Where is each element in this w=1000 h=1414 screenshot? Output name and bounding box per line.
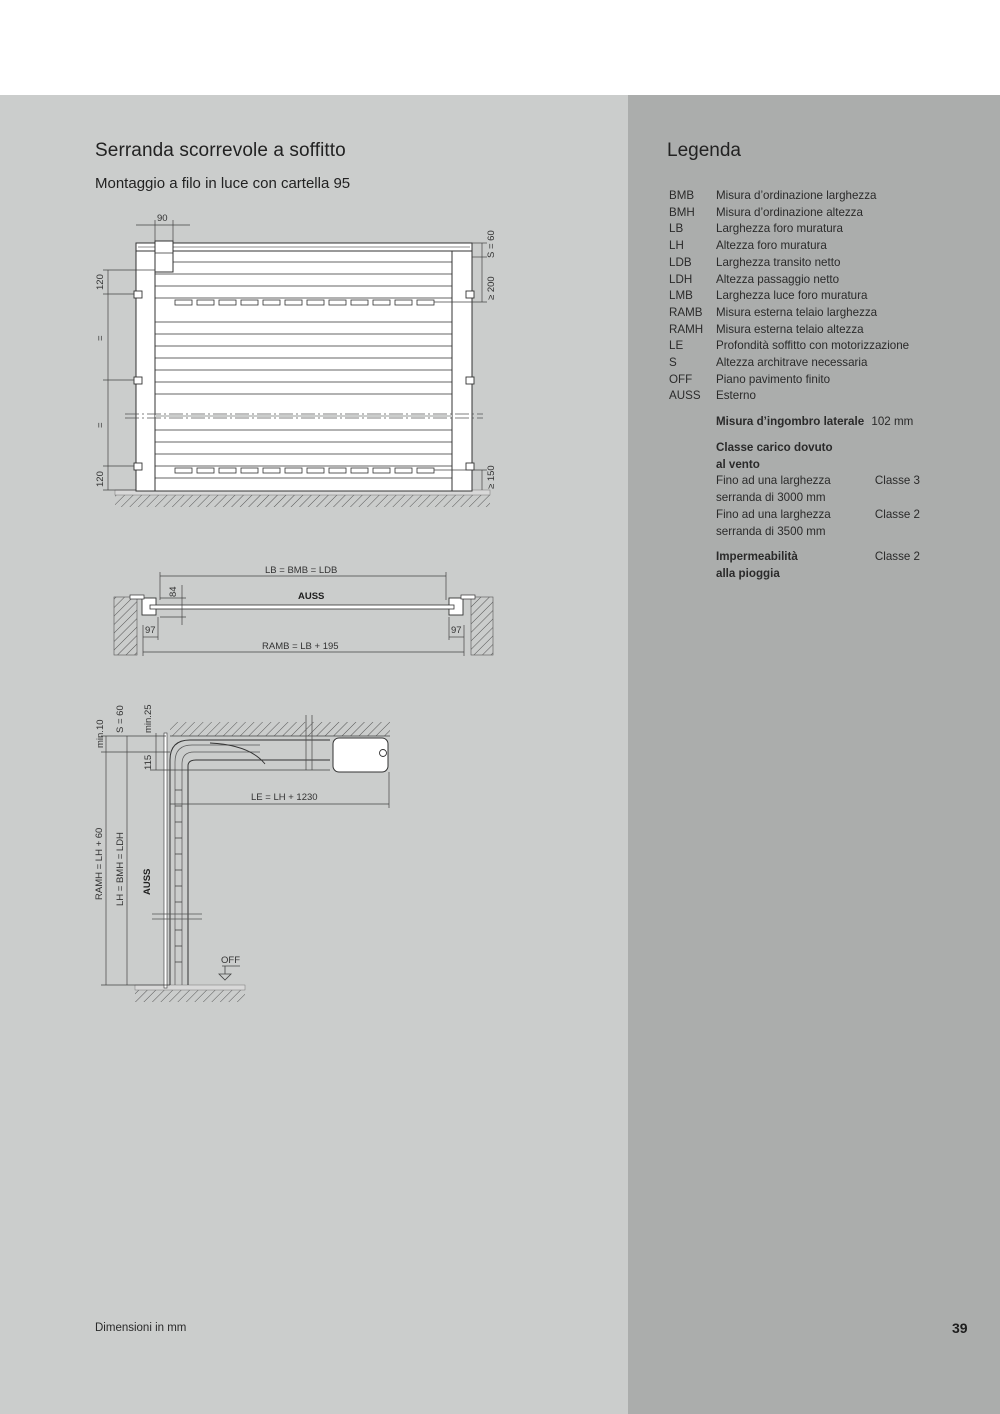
legend-abbr: LDH [669, 272, 693, 286]
legend-abbr: LDB [669, 255, 692, 269]
front-elevation-drawing [85, 205, 505, 515]
wind-load-title-2: al vento [716, 457, 760, 471]
legend-abbr: LMB [669, 289, 693, 303]
wind-row-value: Classe 3 [874, 474, 920, 488]
legend-abbr: LE [669, 339, 684, 353]
curtain-plan [150, 605, 454, 609]
legend-item [669, 338, 909, 355]
dim-lb-bmb-ldb: LB = BMB = LDB [265, 565, 338, 576]
legend-abbr: S [669, 356, 677, 370]
side-section-drawing [85, 695, 405, 1010]
curtain-links [175, 790, 182, 962]
dim-ramb: RAMB = LB + 195 [262, 641, 339, 652]
legend-text: Esterno [716, 389, 756, 403]
legend-text: Altezza passaggio netto [716, 272, 840, 286]
dim-min10: min.10 [95, 719, 106, 748]
lintel-plate [164, 733, 167, 988]
legend-item [669, 288, 909, 305]
rain-title-1: Impermeabilità [716, 550, 798, 563]
dim-97-left: 97 [145, 625, 156, 636]
dim-s-60: S = 60 [486, 230, 497, 258]
wall-right [471, 597, 493, 655]
dim-s-60: S = 60 [115, 705, 126, 733]
rain-tightness-spec [716, 549, 936, 582]
legend-abbr: RAMH [669, 322, 704, 336]
legend-text: Misura d’ordinazione altezza [716, 205, 863, 219]
wind-row [716, 507, 936, 540]
shutter-curtain [155, 251, 452, 491]
off-symbol [219, 966, 240, 980]
wall-left [114, 597, 137, 655]
plan-view-drawing [105, 555, 500, 665]
legend-text: Piano pavimento finito [716, 372, 831, 386]
wind-row-value: Classe 2 [874, 507, 920, 521]
side-space-spec [716, 414, 936, 431]
legend-abbr: OFF [669, 372, 693, 386]
wind-load-spec [716, 440, 936, 540]
legend-text: Misura d’ordinazione larghezza [716, 189, 877, 202]
legend-text: Larghezza foro muratura [716, 222, 843, 236]
legend-item [669, 255, 909, 272]
legend-abbr: AUSS [669, 389, 701, 403]
legend-text: Altezza architrave necessaria [716, 356, 868, 370]
top-margin [0, 0, 1000, 95]
page-title: Serranda scorrevole a soffitto [95, 140, 346, 161]
footer-note: Dimensioni in mm [95, 1322, 187, 1334]
dim-120-top: 120 [95, 274, 106, 290]
right-frame [452, 243, 472, 491]
legend-abbr: BMB [669, 189, 695, 202]
dim-le: LE = LH + 1230 [251, 792, 318, 803]
rain-title-2: alla pioggia [716, 566, 780, 580]
rain-value: Classe 2 [874, 550, 920, 563]
legend-item [669, 188, 909, 205]
side-space-value: 102 mm [871, 415, 914, 428]
wind-row [716, 473, 936, 506]
legend-abbr: LH [669, 239, 684, 253]
label-auss: AUSS [142, 868, 153, 895]
legend-item [669, 305, 909, 322]
motor-unit [155, 241, 173, 272]
label-off: OFF [221, 955, 240, 966]
legend-item [669, 388, 909, 405]
legend-text: Altezza foro muratura [716, 239, 827, 253]
wind-row-line1: Fino ad una larghezza [716, 507, 831, 521]
dim-ramh: RAMH = LH + 60 [94, 827, 105, 900]
legend-text: Larghezza luce foro muratura [716, 289, 868, 303]
legend-item [669, 221, 909, 238]
wind-row-line1: Fino ad una larghezza [716, 474, 831, 488]
legend-item [669, 205, 909, 222]
dim-120-bottom: 120 [95, 471, 106, 487]
floor-screed [115, 490, 490, 507]
side-space-label: Misura d’ingombro laterale [716, 415, 865, 428]
dim-min-200: ≥ 200 [486, 276, 497, 300]
dim-84: 84 [168, 586, 179, 597]
left-frame [136, 243, 156, 491]
legend-item [669, 322, 909, 339]
dim-lh: LH = BMH = LDH [115, 832, 126, 906]
dim-min25: min.25 [143, 704, 154, 733]
guide-rail-curve [170, 740, 330, 985]
dim-equal-2: = [95, 422, 106, 428]
dim-90: 90 [157, 213, 168, 224]
legend-item [669, 238, 909, 255]
legend-title: Legenda [667, 140, 741, 161]
label-auss: AUSS [298, 591, 325, 602]
legend-item [669, 355, 909, 372]
legend-abbr: RAMB [669, 305, 703, 319]
dim-min-150: ≥ 150 [486, 465, 497, 489]
dim-115: 115 [143, 754, 154, 770]
dim-97-right: 97 [451, 625, 462, 636]
legend-text: Larghezza transito netto [716, 255, 841, 269]
legend-item [669, 272, 909, 289]
legend-abbr: BMH [669, 205, 695, 219]
ceiling [170, 722, 390, 736]
page-number: 39 [952, 1320, 968, 1336]
legend-item [669, 372, 909, 389]
wind-row-line2: serranda di 3500 mm [716, 524, 826, 538]
legend-text: Misura esterna telaio altezza [716, 322, 864, 336]
legend-text: Profondità soffitto con motorizzazione [716, 339, 910, 353]
wind-load-title-1: Classe carico dovuto [716, 441, 833, 454]
legend-abbr: LB [669, 222, 684, 236]
legend-list [669, 188, 909, 405]
page-subtitle: Montaggio a filo in luce con cartella 95 [95, 175, 351, 192]
legend-text: Misura esterna telaio larghezza [716, 305, 878, 319]
wind-row-line2: serranda di 3000 mm [716, 491, 826, 505]
dim-equal-1: = [95, 335, 106, 341]
